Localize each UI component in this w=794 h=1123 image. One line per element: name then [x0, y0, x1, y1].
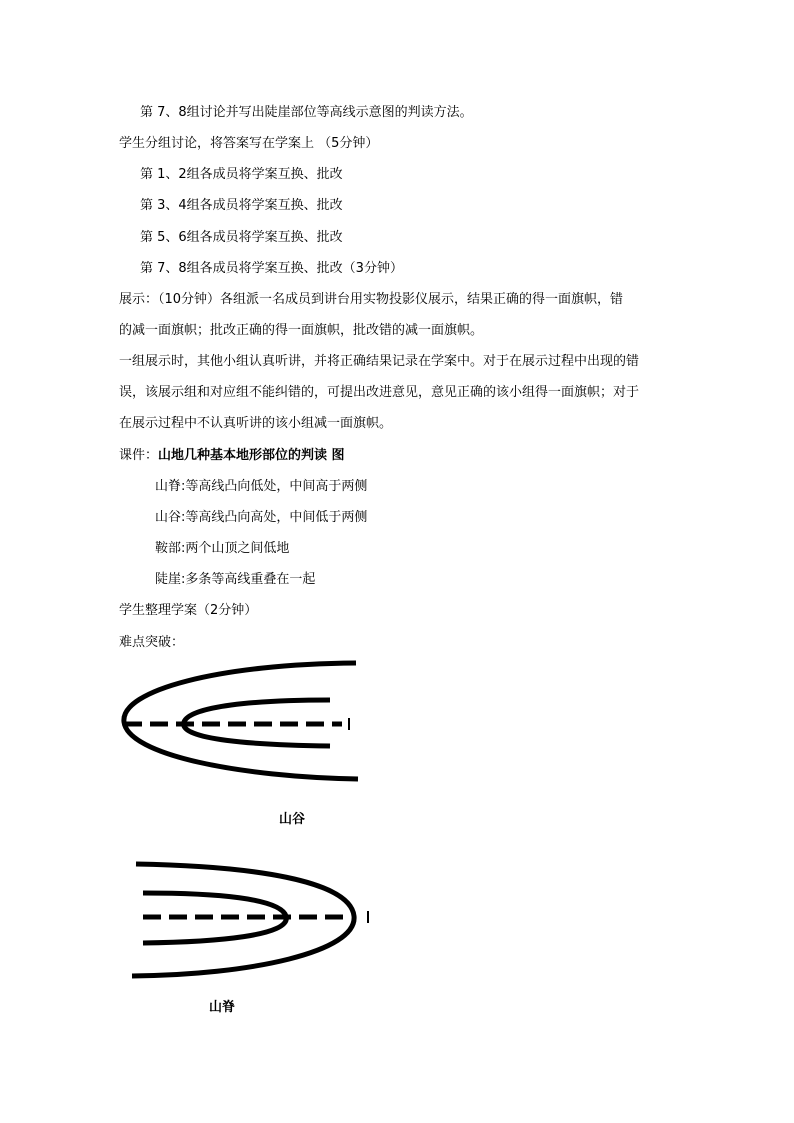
- ridge-contour-outer: [132, 864, 354, 976]
- paragraph-5: 第 5、6组各成员将学案互换、批改: [140, 230, 343, 245]
- paragraph-7a: 展示：（10分钟）各组派一名成员到讲台用实物投影仪展示，结果正确的得一面旗帜，错: [119, 292, 624, 307]
- courseware-prefix: 课件：: [119, 448, 159, 463]
- valley-caption: 山谷: [279, 812, 306, 827]
- paragraph-8c: 在展示过程中不认真听讲的该小组减一面旗帜。: [119, 416, 393, 431]
- paragraph-7b: 的减一面旗帜；批改正确的得一面旗帜，批改错的减一面旗帜。: [119, 323, 484, 338]
- paragraph-8b: 误，该展示组和对应组不能纠错的，可提出改进意见，意见正确的该小组得一面旗帜；对于: [119, 385, 640, 400]
- courseware-item-ridge: 山脊:等高线凸向低处，中间高于两侧: [155, 479, 368, 494]
- courseware-item-saddle: 鞍部:两个山顶之间低地: [155, 541, 290, 556]
- paragraph-1: 第 7、8组讨论并写出陡崖部位等高线示意图的判读方法。: [140, 105, 473, 120]
- valley-contour-outer: [124, 663, 358, 779]
- paragraph-2: 学生分组讨论，将答案写在学案上 （5分钟）: [119, 136, 379, 151]
- paragraph-6: 第 7、8组各成员将学案互换、批改（3分钟）: [140, 261, 403, 276]
- paragraph-3: 第 1、2组各成员将学案互换、批改: [140, 167, 343, 182]
- paragraph-4: 第 3、4组各成员将学案互换、批改: [140, 198, 343, 213]
- courseware-title: 山地几种基本地形部位的判读 图: [158, 448, 345, 463]
- difficulty-line: 难点突破：: [119, 635, 185, 650]
- courseware-item-cliff: 陡崖:多条等高线重叠在一起: [155, 572, 316, 587]
- paragraph-8a: 一组展示时，其他小组认真听讲，并将正确结果记录在学案中。对于在展示过程中出现的错: [119, 354, 640, 369]
- courseware-item-valley: 山谷:等高线凸向高处，中间低于两侧: [155, 510, 368, 525]
- tidy-line: 学生整理学案（2分钟）: [119, 603, 258, 618]
- ridge-caption: 山脊: [209, 1000, 236, 1015]
